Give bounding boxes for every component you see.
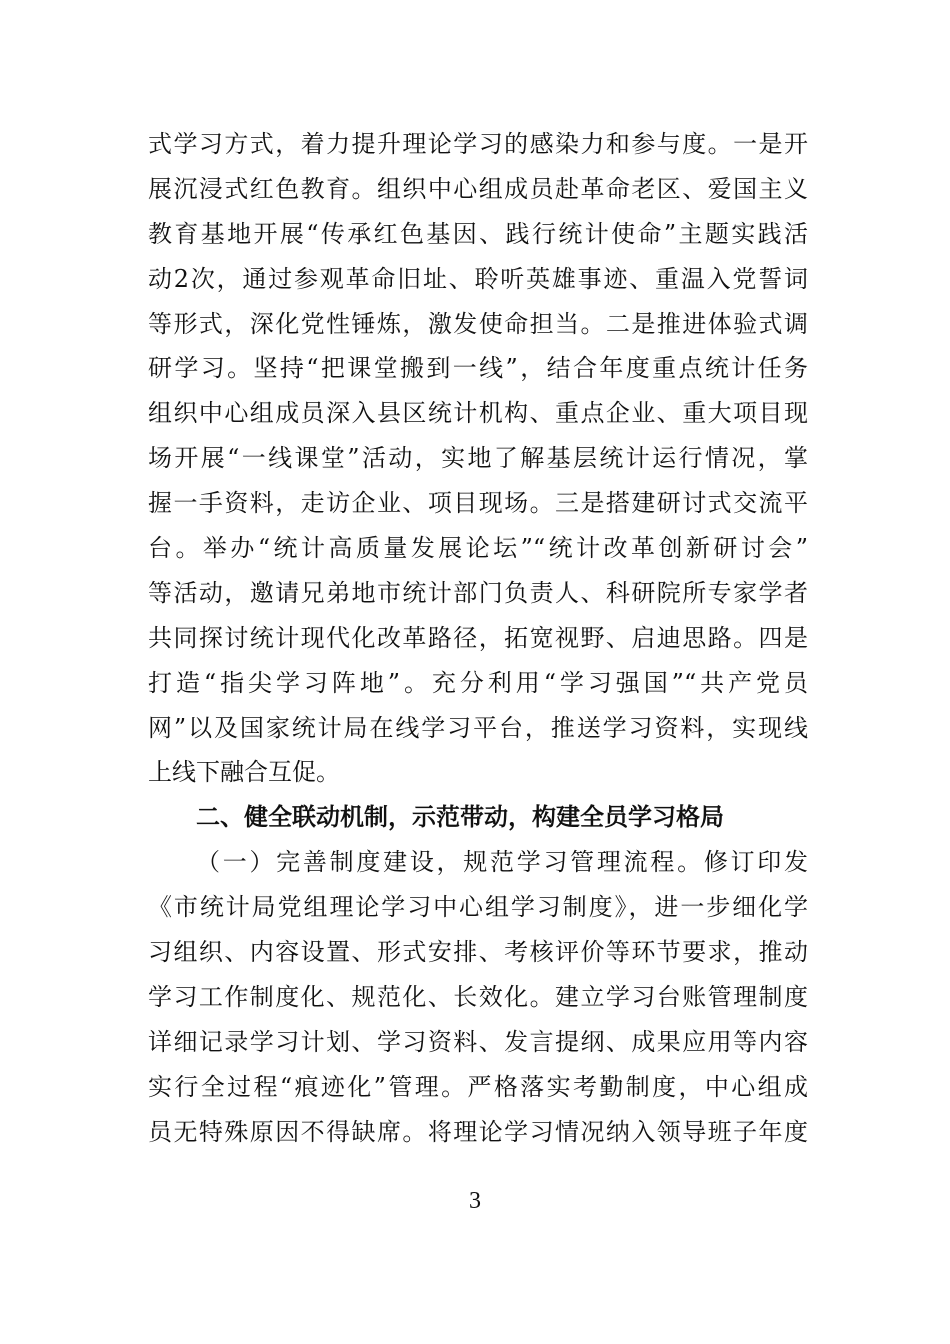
paragraph-line-3: 教育基地开展“传承红色基因、践行统计使命”主题实践活 [148,219,808,248]
paragraph-line-7: 组织中心组成员深入县区统计机构、重点企业、重大项目现 [148,399,808,428]
subsection-line-6: 实行全过程“痕迹化”管理。严格落实考勤制度，中心组成 [148,1072,808,1101]
subsection-line-7: 员无特殊原因不得缺席。将理论学习情况纳入领导班子年度 [148,1117,808,1146]
paragraph-line-14: 网”以及国家统计局在线学习平台，推送学习资料，实现线 [148,713,808,742]
paragraph-line-10: 台。举办“统计高质量发展论坛”“统计改革创新研讨会” [148,534,808,563]
paragraph-line-8: 场开展“一线课堂”活动，实地了解基层统计运行情况，掌 [148,444,808,473]
paragraph-line-9: 握一手资料，走访企业、项目现场。三是搭建研讨式交流平 [148,489,808,518]
paragraph-line-13: 打造“指尖学习阵地”。充分利用“学习强国”“共产党员 [148,668,808,697]
paragraph-line-5: 等形式，深化党性锤炼，激发使命担当。二是推进体验式调 [148,309,808,338]
paragraph-line-6: 研学习。坚持“把课堂搬到一线”，结合年度重点统计任务 [148,354,808,383]
subsection-line-4: 学习工作制度化、规范化、长效化。建立学习台账管理制度 [148,982,808,1011]
subsection-line-5: 详细记录学习计划、学习资料、发言提纲、成果应用等内容 [148,1027,808,1056]
body-text [148,122,808,1154]
paragraph-line-11: 等活动，邀请兄弟地市统计部门负责人、科研院所专家学者 [148,578,808,607]
paragraph-line-15: 上线下融合互促。 [148,758,340,787]
page-number: 3 [469,1188,481,1214]
paragraph-line-12: 共同探讨统计现代化改革路径，拓宽视野、启迪思路。四是 [148,623,808,652]
paragraph-line-1: 式学习方式，着力提升理论学习的感染力和参与度。一是开 [148,130,808,158]
paragraph-line-2: 展沉浸式红色教育。组织中心组成员赴革命老区、爱国主义 [148,174,808,203]
subsection-line-1: （一）完善制度建设，规范学习管理流程。修订印发 [196,848,808,877]
subsection-line-3: 习组织、内容设置、形式安排、考核评价等环节要求，推动 [148,938,808,967]
paragraph-line-4: 动2次，通过参观革命旧址、聆听英雄事迹、重温入党誓词 [148,264,808,293]
section-heading: 二、健全联动机制，示范带动，构建全员学习格局 [196,803,724,832]
subsection-line-2: 《市统计局党组理论学习中心组学习制度》，进一步细化学 [148,893,808,922]
